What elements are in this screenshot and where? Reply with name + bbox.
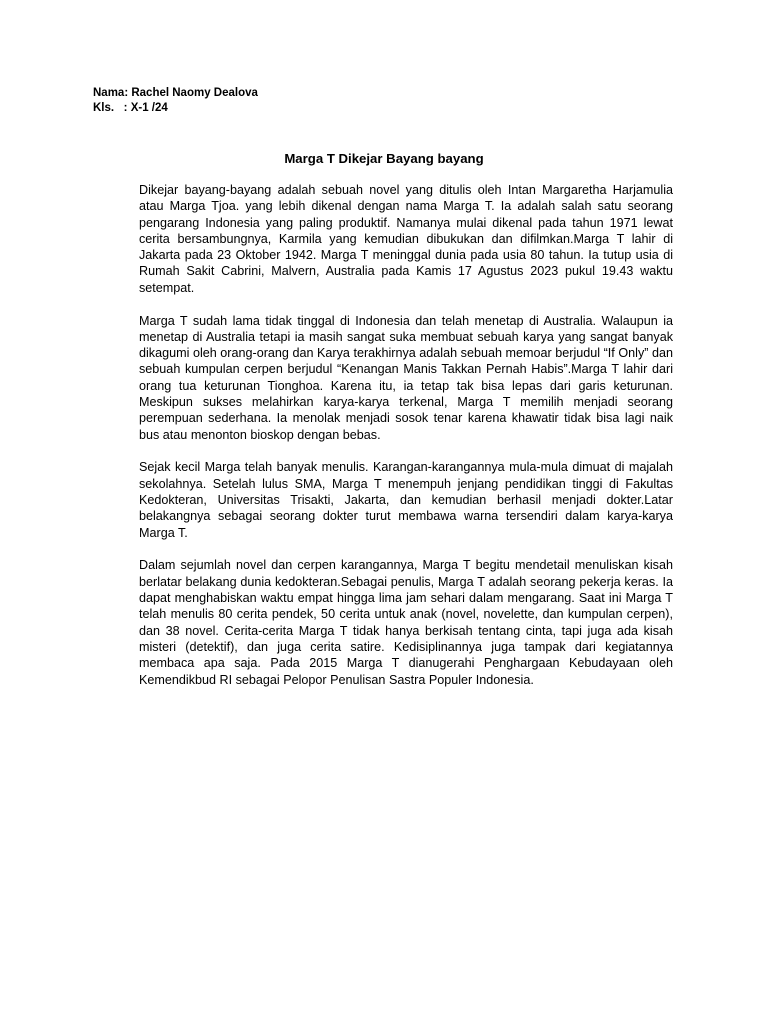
paragraph: Marga T sudah lama tidak tinggal di Indonesia dan telah menetap di Australia. Walaupun ia menetap di Australia tetapi ia masih sangat suka membuat sebuah karya yang sangat banyak dikagumi oleh orang-orang dan Karya terakhirnya adalah sebuah memoar berjudul “If Only” dan sebuah kumpulan cerpen berjudul “Kenangan Manis Takkan Pernah Habis”.Marga T lahir dari orang tua keturunan Tionghoa. Karena itu, ia tetap tak bisa lepas dari garis keturunan. Meskipun sukses melahirkan karya-karya terkenal, Marga T memilih menjadi seorang perempuan sederhana. Ia menolak menjadi sosok tenar karena khawatir tidak bisa lagi naik bus atau menonton bioskop dengan bebas. [139,313,673,442]
paragraph: Dalam sejumlah novel dan cerpen karangannya, Marga T begitu mendetail menuliskan kisah berlatar belakang dunia kedokteran.Sebagai penulis, Marga T adalah seorang pekerja keras. Ia dapat menghabiskan waktu empat hingga lima jam sehari dalam mengarang. Saat ini Marga T telah menulis 80 cerita pendek, 50 cerita untuk anak (novel, novelette, dan kumpulan cerpen), dan 38 novel. Cerita-cerita Marga T tidak hanya berkisah tentang cinta, tapi juga ada kisah misteri (detektif), dan juga cerita satire. Kedisiplinannya juga tampak dari kegiatannya membaca apa saja. Pada 2015 Marga T dianugerahi Penghargaan Kebudayaan oleh Kemendikbud RI sebagai Pelopor Penulisan Sastra Populer Indonesia. [139,558,673,687]
paragraph: Dikejar bayang-bayang adalah sebuah novel yang ditulis oleh Intan Margaretha Harjamulia atau Marga Tjoa. yang lebih dikenal dengan nama Marga T. Ia adalah salah satu seorang pengarang Indonesia yang paling produktif. Namanya mulai dikenal pada tahun 1971 lewat cerita bersambungnya, Karmila yang kemudian dibukukan dan difilmkan.Marga T lahir di Jakarta pada 23 Oktober 1942. Marga T meninggal dunia pada usia 80 tahun. Ia tutup usia di Rumah Sakit Cabrini, Malvern, Australia pada Kamis 17 Agustus 2023 pukul 19.43 waktu setempat. [139,183,673,295]
document-title: Marga T Dikejar Bayang bayang [284,151,484,166]
student-name: Nama: Rachel Naomy Dealova [93,87,258,99]
student-class: Kls. : X-1 /24 [93,102,168,114]
paragraph: Sejak kecil Marga telah banyak menulis. Karangan-karangannya mula-mula dimuat di majalah sekolahnya. Setelah lulus SMA, Marga T menempuh jenjang pendidikan tinggi di Fakultas Kedokteran, Universitas Trisakti, Jakarta, dan kemudian berhasil menjadi dokter.Latar belakangnya sebagai seorang dokter turut membawa warna tersendiri dalam karya-karya Marga T. [139,460,673,540]
document-body [139,182,673,704]
student-info [93,86,393,116]
